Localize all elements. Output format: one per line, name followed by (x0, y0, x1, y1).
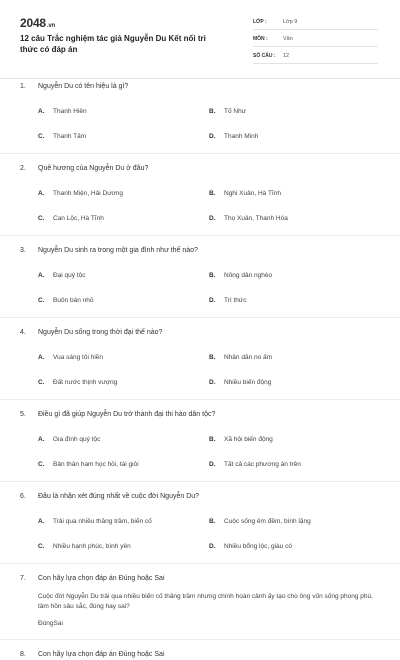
logo-main: 2048 (20, 16, 46, 30)
question-number: 1. (20, 83, 26, 90)
question-list (0, 78, 400, 660)
question-number: 4. (20, 329, 26, 336)
option-d[interactable]: D. Trí thức (209, 296, 247, 304)
question-prompt: Con hãy lựa chọn đáp án Đúng hoặc Sai (38, 651, 165, 658)
option-list (38, 106, 380, 141)
option-b[interactable]: B. Nhân dân no ấm (209, 353, 273, 361)
logo-suffix: .vn (46, 23, 55, 29)
question-4 (0, 318, 400, 387)
meta-row-count (253, 48, 378, 64)
meta-row-class (253, 14, 378, 30)
document-title: 12 câu Trắc nghiệm tác giả Nguyễn Du Kết nối tri thức có đáp án (20, 34, 206, 54)
question-prompt: Nguyễn Du sống trong thời đại thế nào? (38, 329, 163, 336)
question-6 (0, 482, 400, 551)
question-number: 3. (20, 247, 26, 254)
question-text (20, 410, 380, 420)
question-5 (0, 400, 400, 469)
meta-value: Lớp 9 (283, 18, 298, 25)
option-list (38, 270, 380, 305)
meta-row-subject (253, 31, 378, 47)
question-prompt: Con hãy lựa chọn đáp án Đúng hoặc Sai (38, 575, 165, 582)
question-7 (0, 564, 400, 627)
header (0, 0, 400, 70)
question-statement: Cuộc đời Nguyễn Du trải qua nhiều biến cố thăng trầm nhưng chính hoàn cảnh ấy tạo cho ông vốn sống phong phú, tâm hồn sâu sắc, đúng hay sai? (38, 593, 373, 610)
meta-table (253, 14, 378, 65)
option-c[interactable]: C. Đất nước thịnh vượng (38, 378, 118, 386)
question-3 (0, 236, 400, 305)
option-c[interactable]: C. Nhiều hạnh phúc, bình yên (38, 542, 131, 550)
meta-value: 12 (283, 52, 290, 59)
option-c[interactable]: C. Can Lộc, Hà Tĩnh (38, 214, 104, 222)
question-text (20, 492, 380, 502)
question-number: 2. (20, 165, 26, 172)
option-c[interactable]: C. Bản thân ham học hỏi, tài giỏi (38, 460, 139, 468)
option-b[interactable]: B. Nghi Xuân, Hà Tĩnh (209, 189, 281, 197)
option-d[interactable]: D. Thanh Minh (209, 132, 259, 140)
option-b[interactable]: B. Cuộc sống êm đềm, bình lặng (209, 517, 311, 525)
option-a[interactable]: A. Gia đình quý tộc (38, 435, 101, 443)
question-text (20, 328, 380, 338)
option-d[interactable]: D. Tất cả các phương án trên (209, 460, 301, 468)
question-number: 7. (20, 575, 26, 582)
option-b[interactable]: B. Nông dân nghèo (209, 271, 273, 279)
option-list (38, 516, 380, 551)
question-1 (0, 78, 400, 141)
site-logo[interactable] (20, 16, 55, 30)
option-c[interactable]: C. Thanh Tâm (38, 132, 87, 140)
option-a[interactable]: A. Trải qua nhiều thăng trầm, biến cố (38, 517, 152, 525)
meta-label: SỐ CÂU : (253, 52, 276, 59)
question-prompt: Điều gì đã giúp Nguyễn Du trở thành đại thi hào dân tộc? (38, 411, 216, 418)
question-prompt: Nguyễn Du sinh ra trong một gia đình như thế nào? (38, 247, 198, 254)
meta-label: LỚP : (253, 18, 267, 25)
question-text (20, 164, 380, 174)
question-8 (0, 640, 400, 660)
meta-value: Văn (283, 35, 293, 42)
option-list (38, 434, 380, 469)
option-c[interactable]: C. Buôn bán nhỏ (38, 296, 94, 304)
question-prompt: Nguyễn Du có tên hiệu là gì? (38, 83, 129, 90)
option-b[interactable]: B. Xã hội biến động (209, 435, 273, 443)
option-d[interactable]: D. Nhiều bổng lộc, giàu có (209, 542, 292, 550)
option-a[interactable]: A. Thanh Miện, Hải Dương (38, 189, 124, 197)
question-text (20, 82, 380, 92)
question-prompt: Quê hương của Nguyễn Du ở đâu? (38, 165, 149, 172)
option-d[interactable]: D. Thọ Xuân, Thanh Hóa (209, 214, 288, 222)
question-text (20, 650, 380, 660)
option-d[interactable]: D. Nhiều biến động (209, 378, 272, 386)
option-a[interactable]: A. Thanh Hiên (38, 107, 87, 115)
true-false-answer[interactable]: ĐúngSai (38, 620, 63, 627)
option-b[interactable]: B. Tố Như (209, 107, 247, 115)
question-number: 6. (20, 493, 26, 500)
question-prompt: Đâu là nhận xét đúng nhất về cuộc đời Nguyễn Du? (38, 493, 200, 500)
question-text (20, 246, 380, 256)
question-number: 5. (20, 411, 26, 418)
option-list (38, 352, 380, 387)
question-text (20, 574, 380, 584)
question-number: 8. (20, 651, 26, 658)
option-list (38, 188, 380, 223)
meta-label: MÔN : (253, 35, 268, 42)
option-a[interactable]: A. Đại quý tộc (38, 271, 86, 279)
question-2 (0, 154, 400, 223)
option-a[interactable]: A. Vua sáng tôi hiền (38, 353, 103, 361)
